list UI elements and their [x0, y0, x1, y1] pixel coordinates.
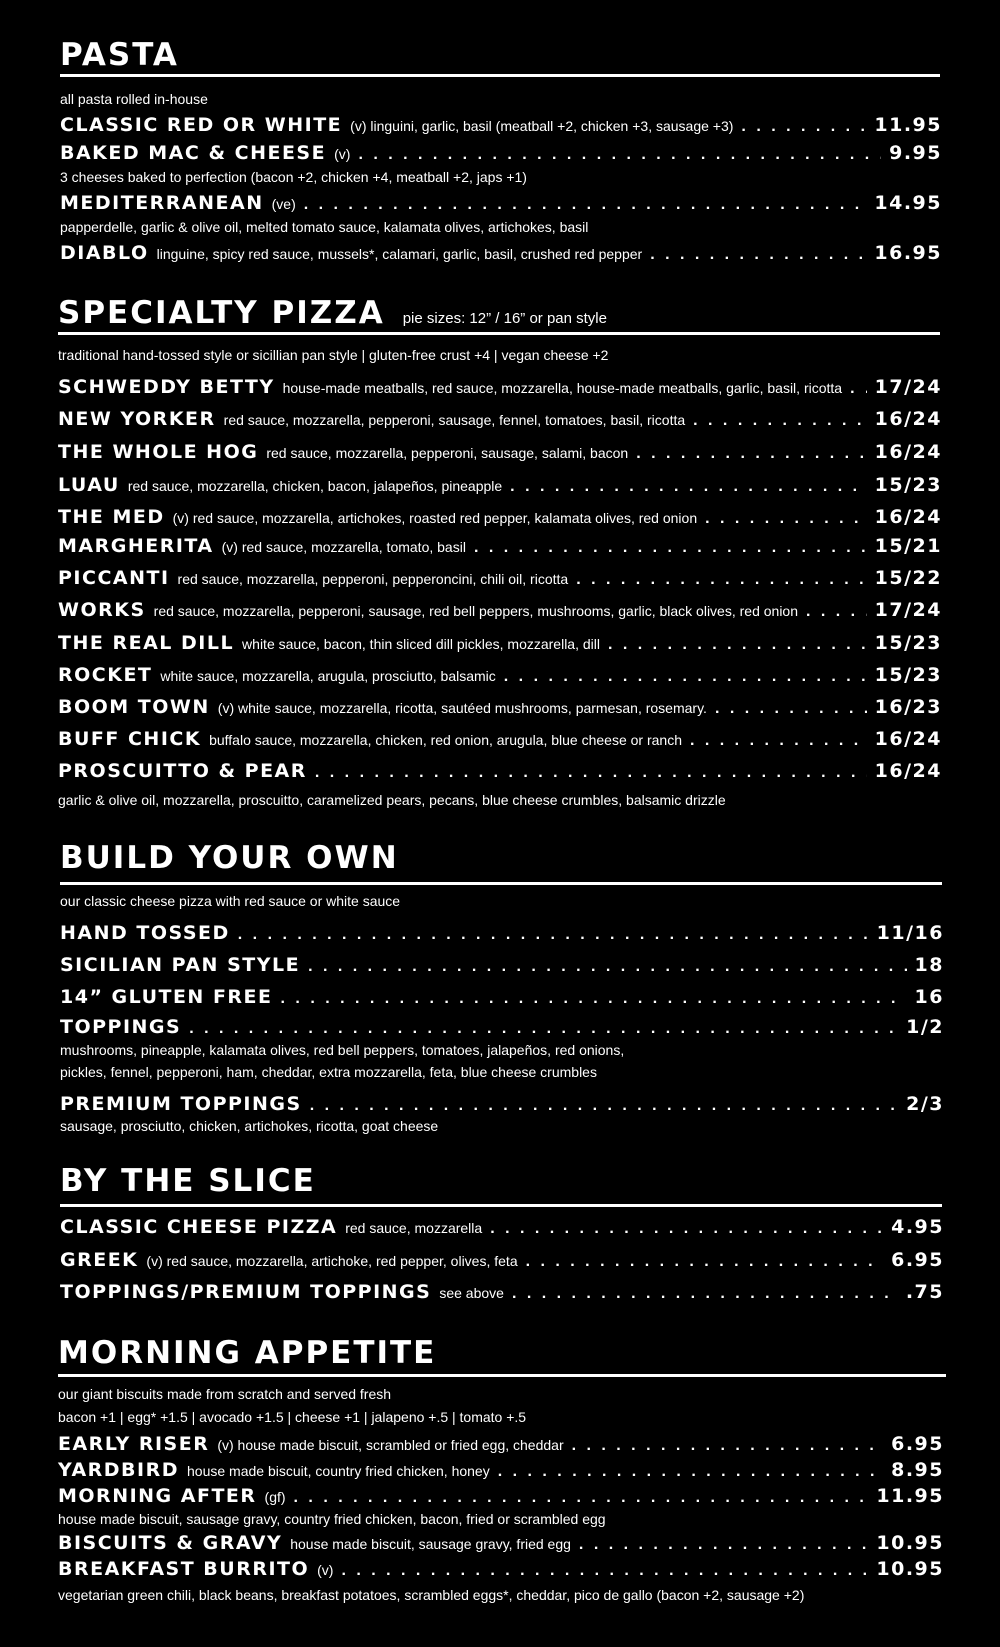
leader-dots [490, 1220, 883, 1238]
leader-dots [806, 603, 867, 621]
divider [60, 1204, 942, 1207]
leader-dots [526, 1253, 884, 1271]
pie-sizes-note: pie sizes: 12” / 16” or pan style [402, 310, 607, 327]
leader-dots [715, 700, 867, 718]
leader-dots [636, 445, 866, 463]
leader-dots [238, 926, 869, 944]
item-note: garlic & olive oil, mozzarella, proscuitto, caramelized pears, pecans, blue cheese crumbles, balsamic drizzle [58, 792, 726, 808]
leader-dots [304, 196, 867, 214]
menu-item: BAKED MAC & CHEESE (v) . . . 9.95 [60, 142, 942, 164]
menu-item: THE MED (v) red sauce, mozzarella, artichokes, roasted red pepper, kalamata olives, red onion . . . 16/24 [58, 506, 942, 528]
leader-dots [310, 1097, 898, 1115]
menu-item: BISCUITS & GRAVY house made biscuit, sausage gravy, fried egg . . . 10.95 [58, 1532, 944, 1554]
leader-dots [281, 990, 907, 1008]
menu-item: PROSCUITTO & PEAR . . . 16/24 [58, 760, 942, 782]
leader-dots [474, 539, 867, 557]
section-subtitle: traditional hand-tossed style or sicillian pan style | gluten-free crust +4 | vegan cheese +2 [58, 347, 609, 363]
menu-item: BUFF CHICK buffalo sauce, mozzarella, chicken, red onion, arugula, blue cheese or ranch . . . 16/24 [58, 728, 942, 750]
leader-dots [693, 412, 867, 430]
divider [58, 332, 940, 335]
leader-dots [512, 1285, 898, 1303]
leader-dots [650, 246, 866, 264]
item-note: mushrooms, pineapple, kalamata olives, red bell peppers, tomatoes, jalapeños, red onions, [60, 1042, 625, 1058]
leader-dots [189, 1020, 898, 1038]
leader-dots [572, 1437, 884, 1455]
section-title-byo: BUILD YOUR OWN [60, 840, 399, 876]
menu-item: TOPPINGS/PREMIUM TOPPINGS see above . . . .75 [60, 1281, 944, 1303]
menu-item: ROCKET white sauce, mozzarella, arugula, prosciutto, balsamic . . . 15/23 [58, 664, 942, 686]
leader-dots [315, 764, 867, 782]
addons-line: bacon +1 | egg* +1.5 | avocado +1.5 | cheese +1 | jalapeno +.5 | tomato +.5 [58, 1409, 527, 1425]
divider [60, 882, 942, 885]
leader-dots [576, 571, 866, 589]
menu-item: TOPPINGS . . . 1/2 [60, 1016, 944, 1038]
menu-item: EARLY RISER (v) house made biscuit, scrambled or fried egg, cheddar . . . 6.95 [58, 1433, 944, 1455]
leader-dots [294, 1489, 869, 1507]
menu-item: DIABLO linguine, spicy red sauce, mussels*, calamari, garlic, basil, crushed red pepper . . . 16.95 [60, 242, 942, 264]
divider [58, 1374, 946, 1377]
section-title-morning: MORNING APPETITE [58, 1335, 437, 1371]
leader-dots [741, 118, 866, 136]
menu-item: GREEK (v) red sauce, mozzarella, artichoke, red pepper, olives, feta . . . 6.95 [60, 1249, 944, 1271]
leader-dots [510, 478, 867, 496]
leader-dots [498, 1463, 883, 1481]
section-title-slice: BY THE SLICE [60, 1163, 316, 1199]
section-title-pasta: PASTA [60, 37, 179, 73]
item-note: pickles, fennel, pepperoni, ham, cheddar, extra mozzarella, feta, blue cheese crumbles [60, 1064, 597, 1080]
leader-dots [850, 380, 867, 398]
leader-dots [608, 636, 867, 654]
menu-item: MORNING AFTER (gf) . . . 11.95 [58, 1485, 944, 1507]
item-note: sausage, prosciutto, chicken, artichokes, ricotta, goat cheese [60, 1118, 439, 1134]
item-note: vegetarian green chili, black beans, breakfast potatoes, scrambled eggs*, cheddar, pico de gallo (bacon +2, sausage +2) [58, 1587, 805, 1603]
menu-item: MEDITERRANEAN (ve) . . . 14.95 [60, 192, 942, 214]
section-subtitle: our classic cheese pizza with red sauce or white sauce [60, 893, 401, 909]
section-subtitle: all pasta rolled in-house [60, 91, 208, 107]
leader-dots [579, 1536, 868, 1554]
menu-item: SICILIAN PAN STYLE . . . 18 [60, 954, 944, 976]
menu-item: MARGHERITA (v) red sauce, mozzarella, tomato, basil . . . 15/21 [58, 535, 942, 557]
section-title-pizza: SPECIALTY PIZZA pie sizes: 12” / 16” or pan style [58, 295, 607, 331]
menu-item: NEW YORKER red sauce, mozzarella, pepperoni, sausage, fennel, tomatoes, basil, ricotta . . . 16/24 [58, 408, 942, 430]
item-note: house made biscuit, sausage gravy, country fried chicken, bacon, fried or scrambled egg [58, 1511, 606, 1527]
menu-item: WORKS red sauce, mozzarella, pepperoni, sausage, red bell peppers, mushrooms, garlic, black olives, red onion . . . 17/24 [58, 599, 942, 621]
divider [60, 74, 940, 77]
leader-dots [690, 732, 867, 750]
menu-item: SCHWEDDY BETTY house-made meatballs, red sauce, mozzarella, house-made meatballs, garlic, basil, ricotta . . . 17/24 [58, 376, 942, 398]
menu-item: PICCANTI red sauce, mozzarella, pepperoni, pepperoncini, chili oil, ricotta . . . 15/22 [58, 567, 942, 589]
menu-item: BREAKFAST BURRITO (v) . . . 10.95 [58, 1558, 944, 1580]
item-note: 3 cheeses baked to perfection (bacon +2, chicken +4, meatball +2, japs +1) [60, 169, 527, 185]
menu-item: THE WHOLE HOG red sauce, mozzarella, pepperoni, sausage, salami, bacon . . . 16/24 [58, 441, 942, 463]
menu-item: CLASSIC RED OR WHITE (v) linguini, garlic, basil (meatball +2, chicken +3, sausage +3) . . . 11.95 [60, 114, 942, 136]
leader-dots [341, 1562, 868, 1580]
menu-item: PREMIUM TOPPINGS . . . 2/3 [60, 1093, 944, 1115]
item-note: papperdelle, garlic & olive oil, melted tomato sauce, kalamata olives, artichokes, basil [60, 219, 589, 235]
menu-item: 14” GLUTEN FREE . . . 16 [60, 986, 944, 1008]
menu-item: CLASSIC CHEESE PIZZA red sauce, mozzarella . . . 4.95 [60, 1216, 944, 1238]
leader-dots [504, 668, 867, 686]
menu-item: LUAU red sauce, mozzarella, chicken, bacon, jalapeños, pineapple . . . 15/23 [58, 474, 942, 496]
menu-item: YARDBIRD house made biscuit, country fried chicken, honey . . . 8.95 [58, 1459, 944, 1481]
menu-item: BOOM TOWN (v) white sauce, mozzarella, ricotta, sautéed mushrooms, parmesan, rosemary. . . . 16/23 [58, 696, 942, 718]
menu-item: HAND TOSSED . . . 11/16 [60, 922, 944, 944]
section-subtitle: our giant biscuits made from scratch and served fresh [58, 1386, 392, 1402]
menu-item: THE REAL DILL white sauce, bacon, thin sliced dill pickles, mozzarella, dill . . . 15/23 [58, 632, 942, 654]
leader-dots [705, 510, 867, 528]
leader-dots [308, 958, 906, 976]
leader-dots [358, 146, 881, 164]
